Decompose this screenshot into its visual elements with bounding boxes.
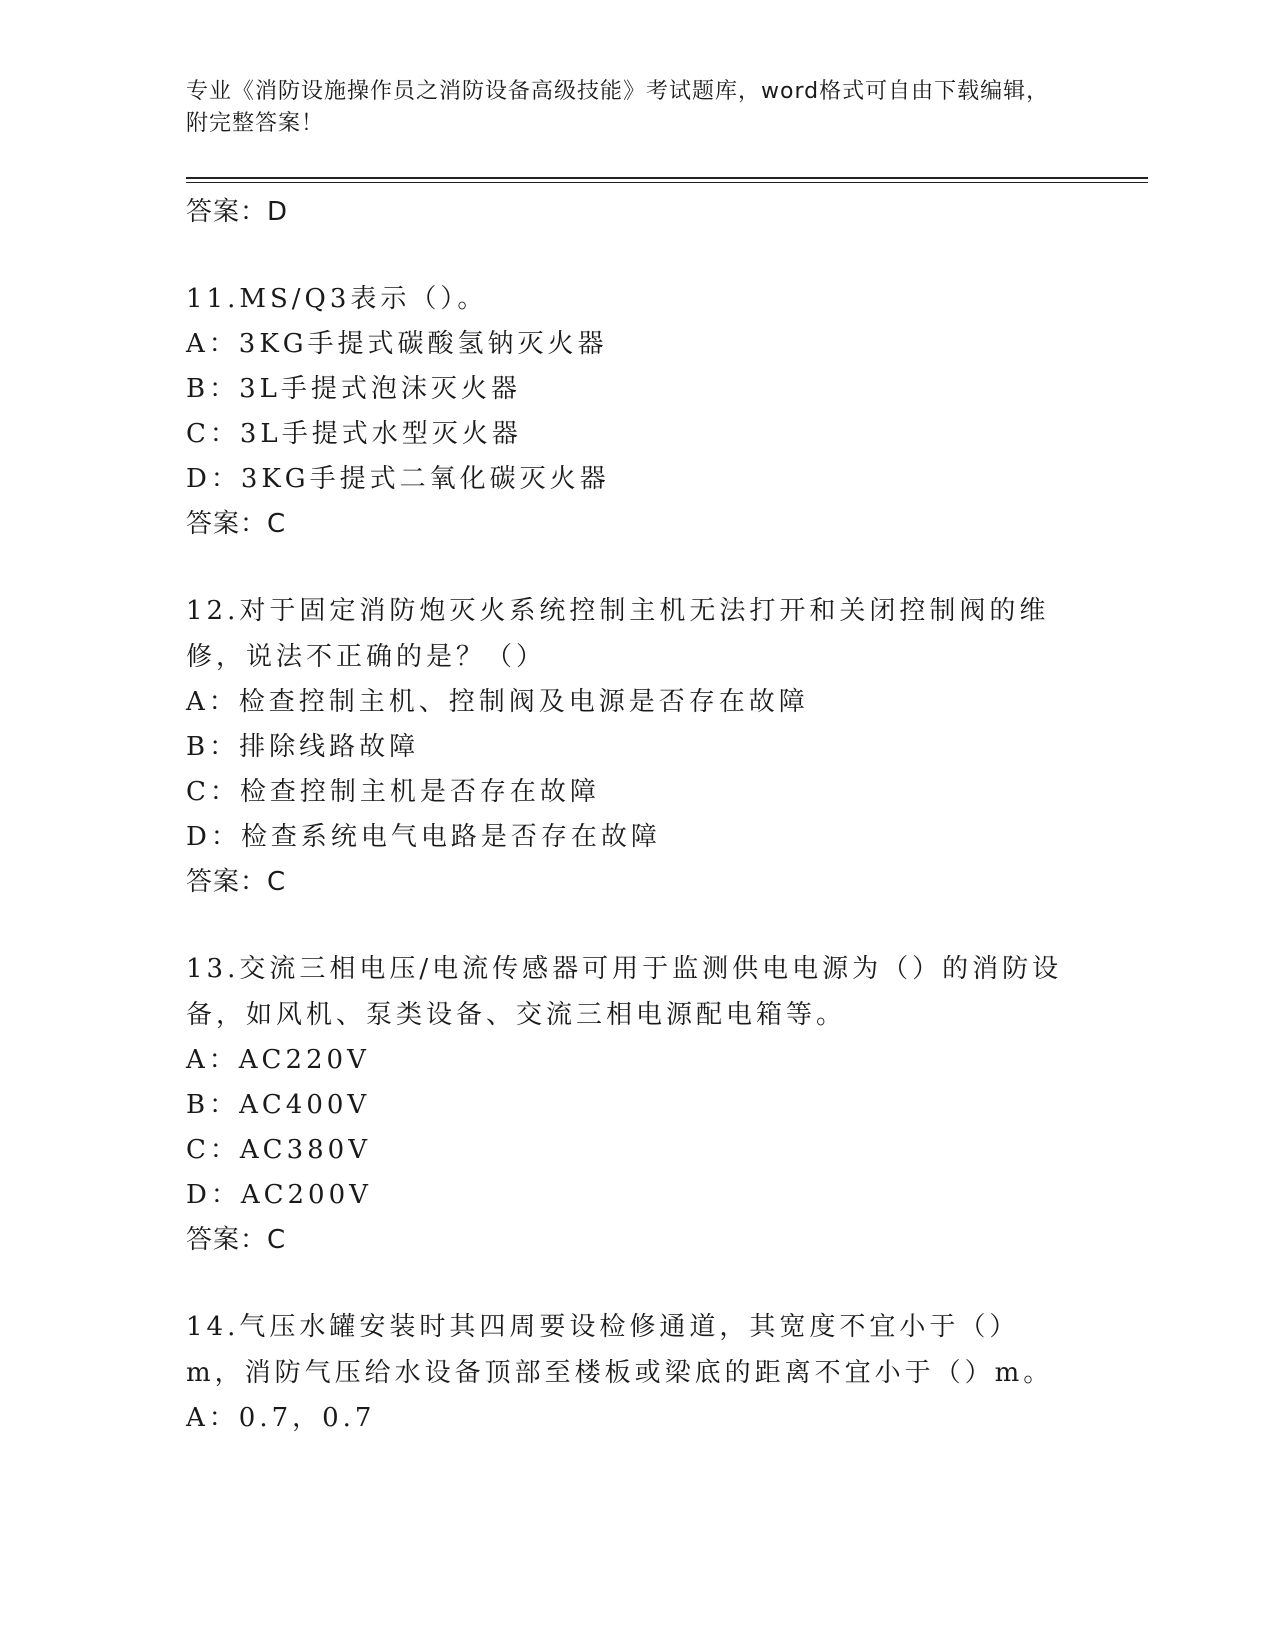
document-header: 专业《消防设施操作员之消防设备高级技能》考试题库，word格式可自由下载编辑，附完整答案！ [186,79,1050,136]
question-14 [186,1304,1066,1441]
option-c: C：AC380V [186,1135,371,1165]
option-a: A：0.7，0.7 [186,1403,376,1433]
option-d: D：检查系统电气电路是否存在故障 [186,822,661,852]
question-stem: 13.交流三相电压/电流传感器可用于监测供电电源为（）的消防设备，如风机、泵类设备、交流三相电源配电箱等。 [186,954,1063,1030]
answer-label: 答案：C [186,509,287,539]
previous-answer: 答案：D [186,197,289,227]
question-13 [186,946,1066,1262]
question-list [186,190,1066,1441]
option-b: B：3L手提式泡沫灭火器 [186,374,521,404]
option-d: D：AC200V [186,1180,372,1210]
question-12 [186,588,1066,904]
question-stem: 11.MS/Q3表示（）。 [186,284,488,314]
header-rule-thick [186,177,1148,179]
header-rule-thin [186,182,1148,183]
answer-label: 答案：C [186,1225,287,1255]
option-a: A：3KG手提式碳酸氢钠灭火器 [186,329,608,359]
option-c: C：3L手提式水型灭火器 [186,419,522,449]
option-a: A：检查控制主机、控制阀及电源是否存在故障 [186,687,809,717]
question-stem: 12.对于固定消防炮灭火系统控制主机无法打开和关闭控制阀的维修，说法不正确的是？（） [186,596,1050,672]
option-a: A：AC220V [186,1045,370,1075]
option-c: C：检查控制主机是否存在故障 [186,777,600,807]
option-b: B：排除线路故障 [186,732,420,762]
question-11 [186,276,1066,546]
question-stem: 14.气压水罐安装时其四周要设检修通道，其宽度不宜小于（）m，消防气压给水设备顶部至楼板或梁底的距离不宜小于（）m。 [186,1312,1054,1388]
option-b: B：AC400V [186,1090,371,1120]
answer-label: 答案：C [186,867,287,897]
option-d: D：3KG手提式二氧化碳灭火器 [186,464,610,494]
